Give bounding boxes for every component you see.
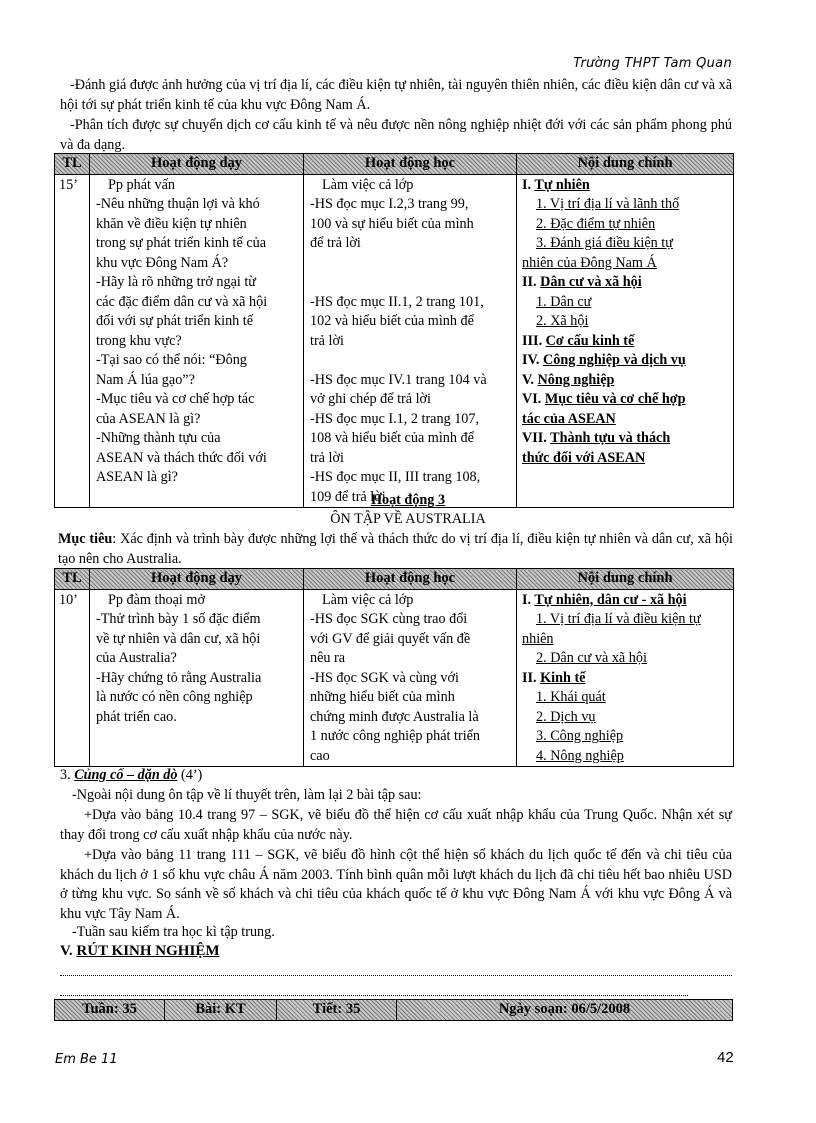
content-item: 2. Đặc điểm tự nhiên bbox=[536, 215, 656, 232]
content-section bbox=[522, 273, 727, 293]
teaching-line: -Tại sao có thể nói: “Đông bbox=[96, 352, 247, 368]
learning-line: -HS đọc mục I.1, 2 trang 107, bbox=[310, 410, 480, 427]
col-header-tl: TL bbox=[55, 569, 90, 590]
teaching-line: Nam Á lúa gạo”? bbox=[96, 371, 195, 388]
learning-line: -HS đọc mục IV.1 trang 104 và bbox=[310, 371, 487, 388]
teaching-line: khu vực Đông Nam Á? bbox=[96, 254, 229, 271]
content-item: 1. Vị trí địa lí và điều kiện tự bbox=[536, 611, 701, 627]
learning-line: -HS đọc SGK cùng trao đổi bbox=[310, 611, 468, 627]
col-header-teaching: Hoạt động dạy bbox=[90, 569, 304, 590]
content-item: 1. Dân cư bbox=[536, 293, 592, 310]
section-number: VI. bbox=[522, 391, 545, 407]
consolidate-number: 3. bbox=[60, 767, 75, 783]
content-item: 2. Dân cư và xã hội bbox=[536, 650, 647, 666]
col-header-content: Nội dung chính bbox=[517, 569, 734, 590]
teaching-line: của Australia? bbox=[96, 650, 177, 666]
time-cell: 15’ bbox=[55, 174, 90, 508]
period-cell: Tiết: 35 bbox=[277, 1000, 397, 1020]
section-title: tác của ASEAN bbox=[522, 410, 616, 427]
content-cell bbox=[517, 589, 734, 767]
consolidate-time: (4’) bbox=[177, 767, 203, 783]
content-item: 3. Đánh giá điều kiện tự bbox=[536, 235, 673, 251]
consolidate-heading bbox=[60, 766, 202, 786]
learning-line: 109 để trả lời bbox=[310, 488, 386, 505]
learning-line: chứng minh được Australia là bbox=[310, 708, 479, 725]
consolidate-title: Củng cố – dặn dò bbox=[74, 767, 178, 783]
content-cell bbox=[517, 174, 734, 508]
col-header-learning: Hoạt động học bbox=[304, 569, 517, 590]
col-header-content: Nội dung chính bbox=[517, 154, 734, 175]
footer-label: Em Be 11 bbox=[55, 1052, 118, 1067]
teaching-line: các đặc điểm dân cư và xã hội bbox=[96, 293, 268, 310]
section-title: thức đối với ASEAN bbox=[522, 449, 646, 466]
learning-line: 102 và hiểu biết của mình để bbox=[310, 313, 474, 329]
lesson-table-1 bbox=[54, 153, 734, 508]
section-number: IV. bbox=[522, 352, 544, 368]
section-number: II. bbox=[522, 669, 541, 686]
consolidate-line-2: +Dựa vào bảng 10.4 trang 97 – SGK, vẽ biểu đồ thể hiện cơ cấu xuất nhập khẩu của Trung Quốc. Nhận xét sự thay đổi trong cơ cấu xuất nhập khẩu của nước này. bbox=[60, 807, 732, 843]
content-item: 1. Khái quát bbox=[536, 689, 606, 705]
table-row bbox=[55, 174, 734, 508]
note-line-1 bbox=[60, 975, 732, 976]
teaching-line: ASEAN là gì? bbox=[96, 469, 178, 485]
section-number: I. bbox=[522, 176, 535, 193]
learning-cell bbox=[304, 174, 517, 508]
content-item: nhiên của Đông Nam Á bbox=[522, 254, 657, 271]
objective-paragraph-2: -Phân tích được sự chuyển dịch cơ cấu kinh tế và nêu được nền nông nghiệp nhiệt đới với các sản phẩm phong phú và đa dạng. bbox=[60, 117, 732, 153]
section-number: I. bbox=[522, 591, 535, 608]
schedule-bar bbox=[54, 999, 733, 1021]
learning-cell bbox=[304, 589, 517, 767]
table-row bbox=[55, 589, 734, 767]
teaching-line: -Nêu những thuận lợi và khó bbox=[96, 196, 260, 212]
section-number: VII. bbox=[522, 430, 551, 446]
content-section bbox=[522, 332, 727, 352]
content-section bbox=[522, 429, 727, 449]
consolidate-line-3: +Dựa vào bảng 11 trang 111 – SGK, vẽ biểu đồ hình cột thể hiện số khách du lịch quốc tế đến và chi tiêu của khách du lịch ở 1 số khu vực châu Á năm 2003. Tính bình quân mỗi lượt khách du lịch đã chi tiêu hết bao nhiêu USD ở từng khu vực. So sánh về số khách và chi tiêu của khách quốc tế ở khu vực Đông Nam Á với khu vực Đông Á và khu vực Tây Nam Á. bbox=[60, 847, 732, 922]
learning-line: trả lời bbox=[310, 449, 344, 466]
section-number: III. bbox=[522, 332, 546, 349]
content-section bbox=[522, 669, 727, 689]
learning-line: 1 nước công nghiệp phát triển bbox=[310, 728, 481, 744]
learning-line bbox=[310, 351, 510, 371]
objective-paragraph-1: -Đánh giá được ảnh hưởng của vị trí địa lí, các điều kiện tự nhiên, tài nguyên thiên nhiên, các điều kiện dân cư và xã hội tới sự phát triển kinh tế của khu vực Đông Nam Á. bbox=[60, 77, 732, 113]
teaching-line: đối với sự phát triển kinh tế bbox=[96, 313, 254, 329]
teaching-line: -Thử trình bày 1 số đặc điểm bbox=[96, 611, 261, 627]
teaching-line: khăn về điều kiện tự nhiên bbox=[96, 215, 247, 232]
teaching-line: Pp đàm thoại mở bbox=[108, 591, 205, 608]
consolidate-line-1: -Ngoài nội dung ôn tập về lí thuyết trên, làm lại 2 bài tập sau: bbox=[72, 787, 422, 803]
page-number: 42 bbox=[717, 1049, 734, 1066]
learning-line: -HS đọc mục II, III trang 108, bbox=[310, 469, 481, 485]
table-header-row bbox=[55, 154, 734, 175]
content-item: 4. Nông nghiệp bbox=[536, 747, 624, 764]
content-item: 2. Xã hội bbox=[536, 313, 589, 329]
lesson-table-2 bbox=[54, 568, 734, 767]
consolidate-line-4: -Tuần sau kiểm tra học kì tập trung. bbox=[72, 924, 275, 940]
content-section bbox=[522, 390, 727, 410]
teaching-line: -Những thành tựu của bbox=[96, 430, 221, 446]
date-cell: Ngày soạn: 06/5/2008 bbox=[498, 1001, 631, 1018]
learning-line: 108 và hiểu biết của mình để bbox=[310, 430, 474, 446]
section-number: V. bbox=[522, 371, 538, 388]
section-title: Tự nhiên, dân cư - xã hội bbox=[534, 591, 687, 608]
learning-line: với GV để giải quyết vấn đề bbox=[310, 630, 471, 647]
col-header-learning: Hoạt động học bbox=[304, 154, 517, 175]
teaching-line: của ASEAN là gì? bbox=[96, 410, 201, 427]
learning-line: vở ghi chép để trả lời bbox=[310, 391, 431, 407]
lesson-cell: Bài: KT bbox=[165, 1000, 277, 1020]
learning-line bbox=[310, 254, 510, 274]
teaching-cell bbox=[90, 589, 304, 767]
goal-text: : Xác định và trình bày được những lợi thế và thách thức do vị trí địa lí, điều kiện tự nhiên và dân cư, xã hội tạo nên cho Australia. bbox=[58, 531, 733, 567]
col-header-tl: TL bbox=[55, 154, 90, 175]
learning-line: trả lời bbox=[310, 332, 344, 349]
teaching-line: về tự nhiên và dân cư, xã hội bbox=[96, 630, 261, 647]
teaching-line: -Hãy chứng tỏ rằng Australia bbox=[96, 669, 262, 686]
section-title: Kinh tế bbox=[540, 669, 586, 686]
teaching-line: trong khu vực? bbox=[96, 332, 182, 349]
time-cell: 10’ bbox=[55, 589, 90, 767]
section-title: Công nghiệp và dịch vụ bbox=[543, 352, 686, 368]
section-title: Nông nghiệp bbox=[537, 371, 615, 388]
teaching-line: phát triển cao. bbox=[96, 708, 177, 725]
learning-line: -HS đọc mục I.2,3 trang 99, bbox=[310, 196, 469, 212]
activity-goal bbox=[58, 530, 733, 569]
content-item: nhiên bbox=[522, 630, 554, 647]
review-number: V. bbox=[60, 943, 77, 959]
col-header-teaching: Hoạt động dạy bbox=[90, 154, 304, 175]
content-section bbox=[522, 351, 727, 371]
section-number: II. bbox=[522, 274, 541, 290]
teaching-line: -Mục tiêu và cơ chế hợp tác bbox=[96, 391, 255, 407]
section-title: Mục tiêu và cơ chế hợp bbox=[544, 391, 686, 407]
section-title: Thành tựu và thách bbox=[550, 430, 671, 446]
learning-line: Làm việc cả lớp bbox=[322, 591, 414, 608]
learning-line: 100 và sự hiểu biết của mình bbox=[310, 215, 474, 232]
activity-subtitle: ÔN TẬP VỀ AUSTRALIA bbox=[330, 511, 486, 527]
content-section bbox=[522, 176, 727, 196]
learning-line: nêu ra bbox=[310, 650, 346, 666]
section-title: Cơ cấu kinh tế bbox=[545, 332, 635, 349]
content-section bbox=[522, 591, 727, 611]
teaching-line: trong sự phát triển kinh tế của bbox=[96, 235, 267, 251]
section-title: Dân cư và xã hội bbox=[540, 274, 642, 290]
learning-line: -HS đọc SGK và cùng với bbox=[310, 669, 459, 686]
note-line-2 bbox=[60, 995, 688, 996]
learning-line: Làm việc cả lớp bbox=[322, 176, 414, 193]
teaching-line: là nước có nền công nghiệp bbox=[96, 689, 253, 705]
teaching-cell bbox=[90, 174, 304, 508]
section-title: Tự nhiên bbox=[534, 176, 590, 193]
teaching-line: Pp phát vấn bbox=[108, 176, 175, 193]
activity-title: Hoạt động 3 bbox=[370, 492, 446, 508]
learning-line: -HS đọc mục II.1, 2 trang 101, bbox=[310, 293, 484, 310]
table-header-row bbox=[55, 569, 734, 590]
content-item: 1. Vị trí địa lí và lãnh thổ bbox=[536, 196, 680, 212]
week-cell: Tuần: 35 bbox=[55, 1000, 165, 1020]
school-name: Trường THPT Tam Quan bbox=[573, 56, 732, 71]
content-item: 3. Công nghiệp bbox=[536, 728, 624, 744]
learning-line bbox=[310, 273, 510, 293]
teaching-line: -Hãy là rõ những trở ngại từ bbox=[96, 274, 256, 290]
review-title: RÚT KINH NGHIỆM bbox=[76, 943, 220, 959]
teaching-line: ASEAN và thách thức đối với bbox=[96, 449, 267, 466]
content-item: 2. Dịch vụ bbox=[536, 708, 596, 725]
learning-line: những hiểu biết của mình bbox=[310, 689, 455, 705]
learning-line: để trả lời bbox=[310, 235, 361, 251]
learning-line: cao bbox=[310, 747, 330, 764]
content-section bbox=[522, 371, 727, 391]
goal-label: Mục tiêu bbox=[58, 531, 113, 547]
review-heading bbox=[60, 942, 219, 962]
